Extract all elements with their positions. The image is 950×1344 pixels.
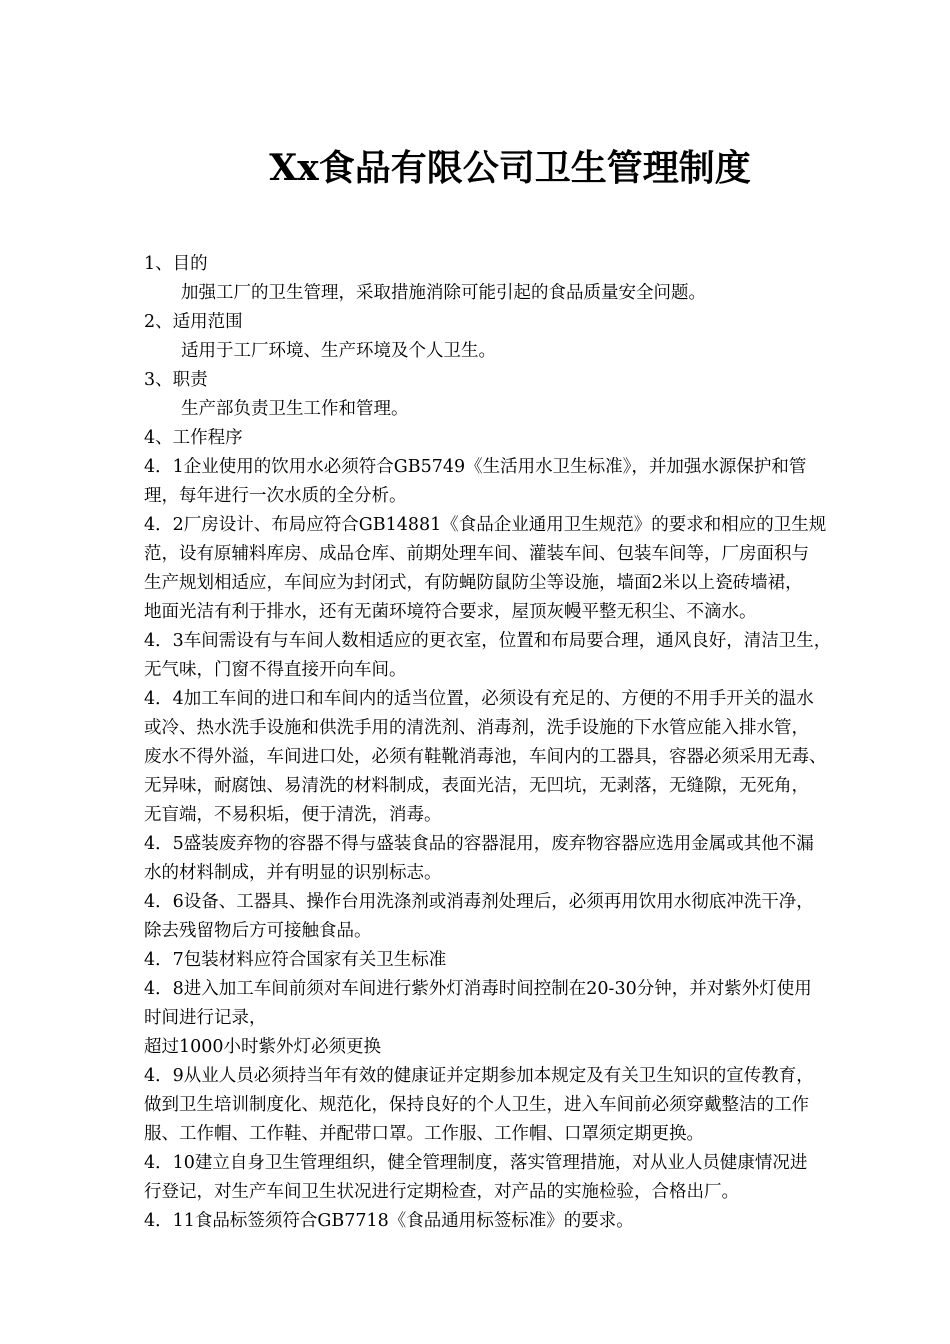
document-title: Xx食品有限公司卫生管理制度 — [269, 147, 751, 189]
document-line: 1、目的 — [144, 254, 208, 274]
document-line: 废水不得外溢，车间进口处，必须有鞋靴消毒池，车间内的工器具，容器必须采用无毒、 — [144, 747, 827, 767]
document-line: 4．3车间需设有与车间人数相适应的更衣室，位置和布局要合理，通风良好，清洁卫生， — [144, 631, 832, 651]
document-line: 除去残留物后方可接触食品。 — [144, 921, 372, 941]
document-line: 或冷、热水洗手设施和供洗手用的清洗剂、消毒剂，洗手设施的下水管应能入排水管， — [144, 718, 809, 738]
document-line: 4．5盛装废弃物的容器不得与盛装食品的容器混用，废弃物容器应选用金属或其他不漏 — [144, 834, 814, 854]
document-line: 4、工作程序 — [144, 428, 243, 448]
document-line: 服、工作帽、工作鞋、并配带口罩。工作服、工作帽、口罩须定期更换。 — [144, 1124, 704, 1144]
document-line: 4．4加工车间的进口和车间内的适当位置，必须设有充足的、方便的不用手开关的温水 — [144, 689, 814, 709]
document-line: 生产部负责卫生工作和管理。 — [181, 399, 409, 419]
document-line: 地面光洁有利于排水，还有无菌环境符合要求，屋顶灰幔平整无积尘、不滴水。 — [144, 602, 757, 622]
document-line: 4．2厂房设计、布局应符合GB14881《食品企业通用卫生规范》的要求和相应的卫生规 — [144, 515, 827, 535]
document-line: 无盲端，不易积垢，便于清洗，消毒。 — [144, 805, 442, 825]
document-line: 4．10建立自身卫生管理组织，健全管理制度，落实管理措施，对从业人员健康情况进 — [144, 1153, 808, 1173]
document-line: 加强工厂的卫生管理，采取措施消除可能引起的食品质量安全问题。 — [181, 283, 706, 303]
document-line: 无异味，耐腐蚀、易清洗的材料制成，表面光洁，无凹坑，无剥落，无缝隙，无死角， — [144, 776, 809, 796]
document-line: 4．1企业使用的饮用水必须符合GB5749《生活用水卫生标准》，并加强水源保护和管 — [144, 457, 807, 477]
document-line: 生产规划相适应，车间应为封闭式，有防蝇防鼠防尘等设施，墙面2米以上瓷砖墙裙， — [144, 573, 803, 593]
document-line: 范，设有原辅料库房、成品仓库、前期处理车间、灌装车间、包装车间等，厂房面积与 — [144, 544, 809, 564]
document-line: 适用于工厂环境、生产环境及个人卫生。 — [181, 341, 496, 361]
document-line: 行登记，对生产车间卫生状况进行定期检查，对产品的实施检验，合格出厂。 — [144, 1182, 739, 1202]
document-line: 时间进行记录， — [144, 1008, 267, 1028]
document-body — [144, 250, 894, 1236]
document-line: 4．9从业人员必须持当年有效的健康证并定期参加本规定及有关卫生知识的宣传教育， — [144, 1066, 814, 1086]
document-line: 做到卫生培训制度化、规范化，保持良好的个人卫生，进入车间前必须穿戴整洁的工作 — [144, 1095, 809, 1115]
document-line: 3、职责 — [144, 370, 208, 390]
document-line: 4．8进入加工车间前须对车间进行紫外灯消毒时间控制在20-30分钟，并对紫外灯使用 — [144, 979, 812, 999]
document-line: 水的材料制成，并有明显的识别标志。 — [144, 863, 442, 883]
document-line: 超过1000小时紫外灯必须更换 — [144, 1037, 382, 1057]
document-line: 理，每年进行一次水质的全分析。 — [144, 486, 407, 506]
document-line: 4．11食品标签须符合GB7718《食品通用标签标准》的要求。 — [144, 1211, 634, 1231]
document-line: 无气味，门窗不得直接开向车间。 — [144, 660, 407, 680]
document-line: 4．6设备、工器具、操作台用洗涤剂或消毒剂处理后，必须再用饮用水彻底冲洗干净， — [144, 892, 814, 912]
document-line: 4．7包装材料应符合国家有关卫生标准 — [144, 950, 447, 970]
document-line: 2、适用范围 — [144, 312, 243, 332]
